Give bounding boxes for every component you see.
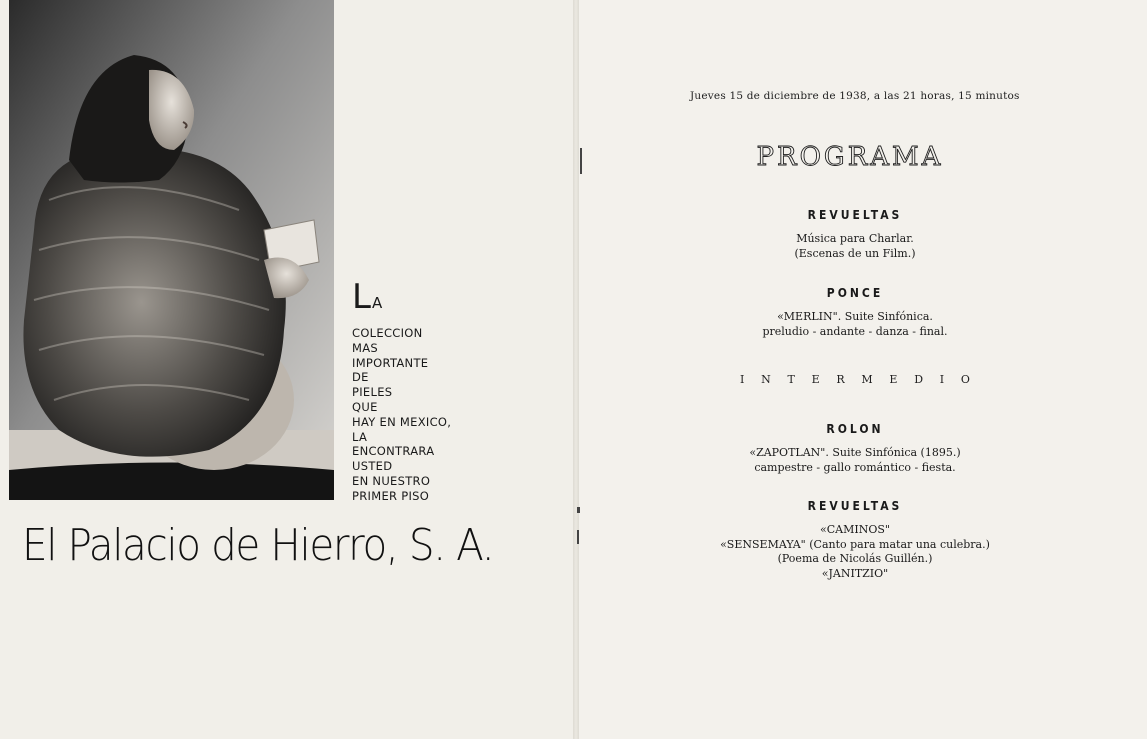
intermission-letter: N: [761, 373, 771, 386]
headline-initial: L: [352, 277, 372, 317]
program-section: [700, 208, 1010, 261]
intermission-letter: D: [914, 373, 924, 386]
ad-line: LA: [352, 429, 368, 444]
ad-line: EN NUESTRO: [352, 473, 431, 488]
program-title: PROGRAMA: [756, 142, 944, 172]
intermission-letter: M: [861, 373, 873, 386]
work-line: (Poema de Nicolás Guillén.): [777, 552, 933, 565]
work-line: «JANITZIO": [821, 566, 889, 580]
work-line: Música para Charlar.: [796, 232, 914, 245]
work-line: (Escenas de un Film.): [794, 246, 916, 260]
right-page: [576, 0, 1147, 739]
work-line: «MERLIN". Suite Sinfónica.: [777, 310, 933, 323]
ad-line: COLECCION: [352, 326, 423, 340]
intermission-letter: E: [889, 373, 898, 386]
ad-line: USTED: [352, 459, 393, 474]
intermission-letter: E: [811, 373, 820, 386]
composer-name: REVUELTAS: [807, 208, 903, 222]
ad-line: QUE: [352, 399, 378, 414]
intermission-letter: I: [939, 373, 945, 386]
ad-line: PIELES: [352, 385, 393, 400]
work-line: campestre - gallo romántico - fiesta.: [754, 460, 956, 474]
photo-illustration: [9, 0, 334, 500]
staple-mark: [577, 507, 580, 513]
composer-name: ROLON: [826, 422, 884, 436]
ad-line: ENCONTRARA: [352, 444, 435, 459]
binding-gutter: [573, 0, 579, 739]
work-line: «ZAPOTLAN". Suite Sinfónica (1895.): [749, 446, 961, 459]
staple-mark: [577, 530, 579, 544]
intermission-letter: R: [836, 373, 845, 386]
ad-copy: [352, 277, 452, 504]
ad-line: DE: [352, 370, 369, 385]
concert-date: Jueves 15 de diciembre de 1938, a las 21 horas, 15 minutos: [690, 90, 1020, 102]
intermission-letter: T: [787, 373, 795, 386]
program-section: [700, 286, 1010, 339]
staple-mark: [580, 148, 582, 174]
work-line: «SENSEMAYA" (Canto para matar una culebra.): [720, 537, 990, 551]
ad-line: MAS: [352, 340, 378, 355]
work-line: preludio - andante - danza - final.: [762, 324, 948, 338]
ad-line: HAY EN MEXICO,: [352, 414, 452, 429]
composer-name: REVUELTAS: [807, 499, 903, 513]
work-line: «CAMINOS": [820, 523, 890, 536]
ad-headline: [352, 277, 451, 318]
ad-line: IMPORTANTE: [352, 355, 429, 370]
ad-line: PRIMER PISO: [352, 488, 430, 503]
headline-rest: A: [371, 294, 384, 312]
intermission-letter: I: [740, 373, 745, 386]
composer-name: PONCE: [826, 286, 884, 300]
intermission-label: [740, 373, 970, 386]
intermission-letter: O: [960, 373, 970, 386]
brand-name: El Palacio de Hierro, S. A.: [22, 520, 494, 571]
program-section: [700, 422, 1010, 475]
fur-coat-photograph: [9, 0, 334, 500]
program-section: [700, 499, 1010, 581]
